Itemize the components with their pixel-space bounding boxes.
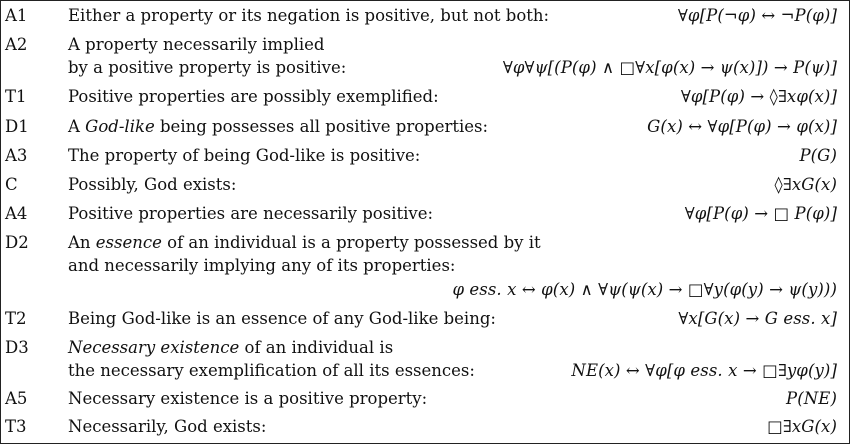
row-formula: G(x) ↔ ∀φ[P(φ) → φ(x)] xyxy=(647,117,837,136)
row-d3-cont xyxy=(1,359,849,383)
row-id: D1 xyxy=(5,117,29,136)
row-t1 xyxy=(1,85,849,109)
row-id: A4 xyxy=(5,204,28,223)
row-formula: ◊∃xG(x) xyxy=(774,175,837,194)
row-d2 xyxy=(1,231,849,255)
row-text: by a positive property is positive: xyxy=(68,58,347,77)
text-post: of an individual is a property possessed by it xyxy=(161,233,541,252)
row-d2-formula xyxy=(1,278,849,302)
row-a3 xyxy=(1,144,849,168)
row-formula: ∀φ∀ψ[(P(φ) ∧ □∀x[φ(x) → ψ(x)]) → P(ψ)] xyxy=(502,58,837,77)
row-text: Positive properties are possibly exemplified: xyxy=(68,87,439,106)
row-text: A property necessarily implied xyxy=(68,35,325,54)
row-id: A5 xyxy=(5,389,28,408)
row-text: Being God-like is an essence of any God-like being: xyxy=(68,309,496,328)
row-id: T2 xyxy=(5,309,27,328)
row-d3 xyxy=(1,336,849,360)
row-c xyxy=(1,173,849,197)
row-d2-cont xyxy=(1,254,849,278)
row-a1 xyxy=(1,4,849,28)
row-a2 xyxy=(1,33,849,57)
row-text: the necessary exemplification of all its essences: xyxy=(68,361,475,380)
row-formula: NE(x) ↔ ∀φ[φ ess. x → □∃yφ(y)] xyxy=(571,361,837,380)
row-id: D3 xyxy=(5,338,29,357)
row-formula: P(NE) xyxy=(786,389,837,408)
defined-term: essence xyxy=(95,233,162,252)
row-id: T1 xyxy=(5,87,27,106)
row-id: T3 xyxy=(5,417,27,436)
row-t3 xyxy=(1,415,849,439)
row-t2 xyxy=(1,307,849,331)
row-a4 xyxy=(1,202,849,226)
row-text: Necessary existence is a positive property: xyxy=(68,389,428,408)
text-pre: An xyxy=(68,233,96,252)
row-text xyxy=(68,336,393,360)
row-text: The property of being God-like is positive: xyxy=(68,146,421,165)
row-text: Either a property or its negation is positive, but not both: xyxy=(68,6,550,25)
row-a5 xyxy=(1,387,849,411)
row-d1 xyxy=(1,115,849,139)
defined-term: Necessary existence xyxy=(68,338,240,357)
text-pre: A xyxy=(68,117,86,136)
row-formula: ∀φ[P(¬φ) ↔ ¬P(φ)] xyxy=(677,6,837,25)
row-text: Necessarily, God exists: xyxy=(68,417,267,436)
row-text: Positive properties are necessarily positive: xyxy=(68,204,434,223)
row-a2-cont xyxy=(1,56,849,80)
text-post: being possesses all positive properties: xyxy=(154,117,489,136)
row-formula: ∀φ[P(φ) → ◊∃xφ(x)] xyxy=(680,87,837,106)
row-text xyxy=(68,115,488,139)
row-text: and necessarily implying any of its properties: xyxy=(68,256,456,275)
row-formula: ∀x[G(x) → G ess. x] xyxy=(678,309,837,328)
row-id: A1 xyxy=(5,6,28,25)
row-id: A2 xyxy=(5,35,28,54)
defined-term: God-like xyxy=(85,117,155,136)
row-text: Possibly, God exists: xyxy=(68,175,237,194)
row-formula: □∃xG(x) xyxy=(767,417,837,436)
text-post: of an individual is xyxy=(239,338,394,357)
row-formula: P(G) xyxy=(799,146,837,165)
row-id: C xyxy=(5,175,18,194)
row-id: D2 xyxy=(5,233,29,252)
row-formula: φ ess. x ↔ φ(x) ∧ ∀ψ(ψ(x) → □∀y(φ(y) → ψ(y))) xyxy=(452,280,837,299)
row-formula: ∀φ[P(φ) → □ P(φ)] xyxy=(684,204,837,223)
row-id: A3 xyxy=(5,146,28,165)
row-text xyxy=(68,231,541,255)
